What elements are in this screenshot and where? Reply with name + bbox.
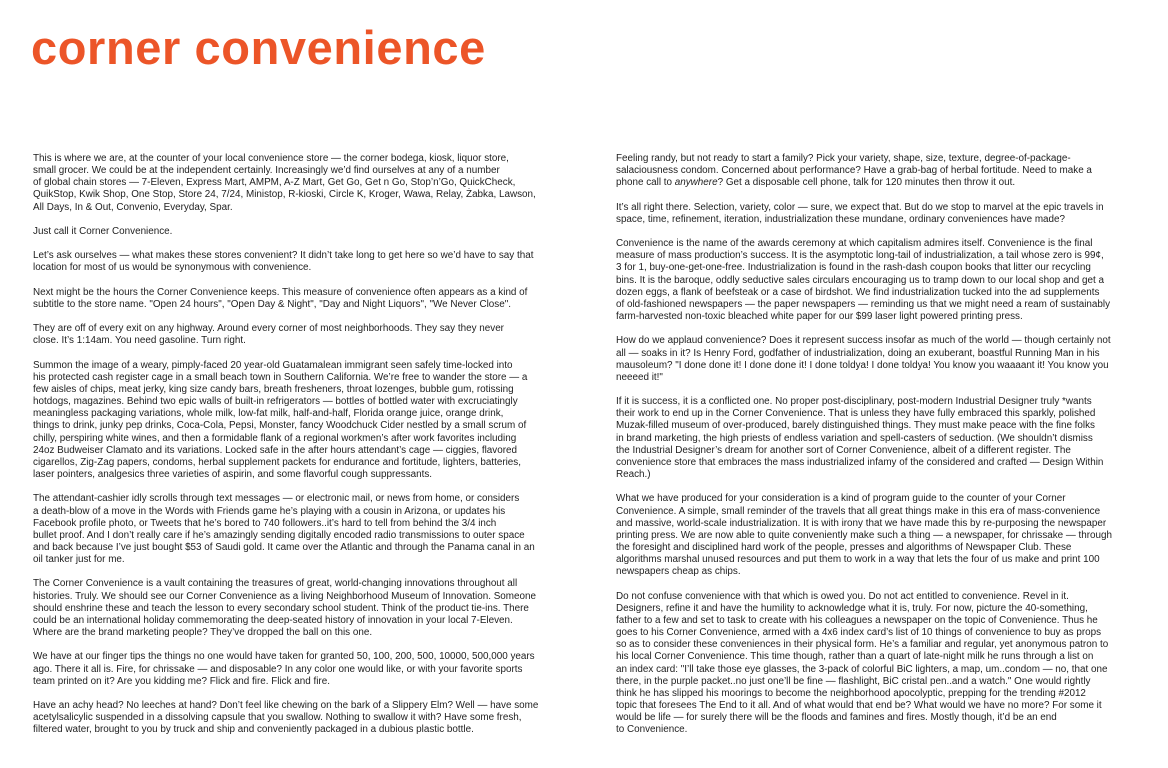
text-line: oil tanker just for me. (33, 554, 125, 566)
text-line: This is where we are, at the counter of your local convenience store — the corner bodega, kiosk, liquor store, (33, 153, 509, 164)
text-line: We have at our finger tips the things no one would have taken for granted 50, 100, 200, 500, 10000, 500,000 years (33, 651, 535, 663)
text-line: of global chain stores — 7-Eleven, Express Mart, AMPM, A-Z Mart, Get Go, Get n Go, Stop’n’Go, QuickCheck, (33, 177, 516, 189)
text-line: newspapers cheap as chips. (616, 566, 741, 578)
text-line: to Convenience. (616, 724, 688, 736)
text-line: bullet proof. And I don’t really care if he’s amazingly sending digitally encoded radio transmissions to outer space (33, 529, 525, 541)
text-line: Summon the image of a weary, pimply-faced 20 year-old Guatamalean immigrant seen safely time-locked into (33, 359, 513, 371)
text-line: meaningless packaging variations, whole milk, low-fat milk, half-and-half, Florida orange juice, orange drink, (33, 408, 504, 420)
text-line: a death-blow of a move in the Words with Friends game he’s playing with a cousin in Arizona, or updates his (33, 505, 506, 517)
text-line: Let’s ask ourselves — what makes these stores convenient? It didn’t take long to get here so we’d have to say that (33, 250, 534, 262)
text-line: the Industrial Designer’s dream for another sort of Corner Convenience, albeit of a different register. The (616, 444, 1071, 456)
text-line: The Corner Convenience is a vault containing the treasures of great, world-changing innovations throughout all (33, 578, 518, 590)
text-line: convenience store that embraces the mass industrialized infamy of the considered and crafted — Design Within (616, 456, 1104, 468)
text-segment: phone call to (616, 177, 675, 189)
paragraph (616, 591, 1161, 737)
paragraph (33, 153, 578, 214)
text-line: Convenience. A simple, small reminder of the travels that all great things make in this era of mass-convenience (616, 505, 1101, 517)
text-line: histories. Truly. We should see our Corner Convenience as a living Neighborhood Museum of Innovation. Someone (33, 590, 536, 602)
text-line: ago. There it all is. Fire, for chrissake — and disposable? In any color one would like, or with your favorite sports (33, 663, 523, 675)
text-line: How do we applaud convenience? Does it represent success insofar as much of the world — though certainly not (616, 335, 1111, 347)
text-line (616, 177, 1161, 189)
text-line: goes to his Corner Convenience, armed with a 4x6 index card’s list of 10 things of convenience to buy as props (616, 627, 1102, 639)
text-line: 24oz Budweiser Clamato and its variations. Locked safe in the after hours attendant’s cage — ciggies, flavored (33, 444, 517, 456)
text-line: bins. It is the baroque, oddly seductive sales circulars encouraging us to tramp down to our local shop and get a (616, 274, 1104, 286)
paragraph (33, 700, 578, 736)
paragraph (33, 578, 578, 639)
text-line: acetylsalicylic suspended in a dissolving capsule that you swallow. Nothing to swallow it with? Have some fresh, (33, 712, 522, 724)
text-segment: ? Get a disposable cell phone, talk for 120 minutes then throw it out. (717, 177, 1016, 189)
text-line: team printed on it? Are you kidding me? Flick and fire. Flick and fire. (33, 675, 330, 687)
text-line: location for most of us would be synonymous with convenience. (33, 262, 312, 274)
text-line: an index card: "I’ll take those eye glasses, the 3-pack of colorful BiC lighters, a map, um..condom — no, that one (616, 663, 1108, 675)
text-line: Designers, refine it and have the humility to acknowledge what it is, truly. For now, picture the 40-something, (616, 602, 1088, 614)
paragraph (33, 323, 578, 347)
text-line: space, time, refinement, iteration, industrialization these mundane, ordinary conveniences have made? (616, 213, 1066, 225)
text-line: topic that foresees The End to it all. And of what would that end be? What would we have no more? For some it (616, 700, 1102, 712)
text-line: measure of mass production’s success. It is the asymptotic long-tail of industrialization, a tail whose zero is 99¢, (616, 250, 1104, 262)
text-line: Just call it Corner Convenience. (33, 225, 173, 237)
text-line: all — soaks in it? Is Henry Ford, godfather of industrialization, doing an exuberant, boastful Running Man in his (616, 347, 1100, 359)
text-line: the foresight and disciplined hard work of the people, presses and algorithms of Newspaper Club. These (616, 542, 1072, 553)
text-line: and massive, world-scale industrialization. It is with irony that we have made this by re-purposing the newspaper (616, 517, 1107, 529)
text-line: 3 for 1, buy-one-get-one-free. Industrialization is found in the rash-dash coupon books that litter our recycling (616, 262, 1091, 274)
paragraph (33, 651, 578, 687)
emphasis-text: anywhere (674, 177, 718, 189)
text-line: Convenience is the name of the awards ceremony at which capitalism admires itself. Convenience is the final (616, 238, 1093, 250)
paragraph (33, 287, 578, 311)
text-line: Reach.) (616, 469, 651, 481)
text-line: All Days, In & Out, Convenio, Everyday, Spar. (33, 201, 233, 213)
text-line: They are off of every exit on any highway. Around every corner of most neighborhoods. They say they never (33, 323, 504, 335)
text-line: small grocer. We could be at the independent certainly. Increasingly we’d find ourselves at any of a number (33, 165, 500, 177)
text-line: their work to end up in the Corner Convenience. That is unless they have fully embraced this sparkly, polished (616, 408, 1096, 420)
text-line: Muzak-filled museum of over-produced, barely distinguished things. They must make peace with the fine folks (616, 420, 1095, 432)
text-line: cigarellos, Zig-Zag papers, condoms, herbal supplement packets for endurance and fortitude, lighters, batteries, (33, 456, 521, 468)
text-line: should enshrine these and teach the lesson to every secondary school student. Think of the product tie-ins. There (33, 602, 529, 614)
text-line: The attendant-cashier idly scrolls through text messages — or electronic mail, or news from home, or considers (33, 493, 520, 505)
text-line: things to drink, junky pep drinks, Coca-Cola, Pepsi, Monster, fancy Woodchuck Cider nestled by a small scrum of (33, 420, 527, 432)
text-line: hotdogs, magazines. Behind two epic walls of built-in refrigerators — bottles of bottled water with excruciatingly (33, 396, 518, 408)
text-line: printing press. We are now able to quite conveniently make such a thing — a newspaper, for chrissake — through (616, 529, 1113, 541)
text-line: his local Corner Convenience. This time though, rather than a quart of late-night milk he runs through a list on (616, 651, 1094, 663)
text-line: and back because I’ve just bought $53 of Saudi gold. It came over the Atlantic and through the Panama canal in an (33, 542, 535, 553)
text-line: of old-fashioned newspapers — the paper newspapers — reminding us that we might need a ream of sustainably (616, 298, 1111, 310)
text-line: there, in the purple packet..no just one’ll be fine — flashlight, BiC cristal pen..and a watch." One would rightly (616, 675, 1091, 687)
text-line: QuikStop, Kwik Shop, One Stop, Store 24, 7/24, Ministop, R-kioski, Circle K, Kroger, Wawa, Relay, Żabka, Lawson, (33, 189, 536, 201)
text-line: Next might be the hours the Corner Convenience keeps. This measure of convenience often appears as a kind of (33, 286, 528, 298)
text-line: in brand marketing, the high priests of endless variation and spell-casters of seduction. (We shouldn’t dismiss (616, 432, 1093, 444)
paragraph (33, 493, 578, 566)
text-line: Where are the brand marketing people? They’ve dropped the ball on this one. (33, 627, 373, 639)
paragraph (33, 360, 578, 482)
text-line: neeeed it!" (616, 371, 663, 383)
text-line: think he has slipped his moorings to become the neighborhood apocolyptic, prepping for the trending #2012 (616, 687, 1086, 699)
text-line: It’s all right there. Selection, variety, color — sure, we expect that. But do we stop to marvel at the epic travels in (616, 201, 1104, 213)
paragraph (616, 493, 1161, 578)
text-line: would be life — for surely there will be the floods and famines and fires. Mostly though, it’d be an end (616, 712, 1057, 724)
text-line: few aisles of chips, meat jerky, king size candy bars, breath fresheners, throat lozenges, bubble gum, rotissing (33, 383, 514, 395)
text-line: filtered water, brought to you by truck and ship and conveniently packaged in a dubious plastic bottle. (33, 724, 474, 736)
text-line: Facebook profile photo, or Tweets that he’s bored to 740 followers..it’s hard to tell from behind the 3/4 inch (33, 517, 497, 529)
text-line: salaciousness condom. Concerned about performance? Have a grab-bag of herbal fortitude. Need to make a (616, 165, 1092, 177)
paragraph (616, 153, 1161, 189)
paragraph (616, 202, 1161, 226)
text-line: could be an international holiday commemorating the deep-seated history of innovation in your local 7-Eleven. (33, 614, 513, 626)
text-line: mausoleum? "I done done it! I done done it! I done toldya! I done toldya! You know you waaaant it! You know you (616, 359, 1109, 371)
text-line: dozen eggs, a flank of beefsteak or a case of birdshot. We find industrialization tucked into the ad supplements (616, 286, 1100, 298)
text-line: laser pointers, analgesics three varieties of aspirin, and some flavorful cough suppressants. (33, 469, 433, 481)
text-line: his protected cash register cage in a small beach town in Southern California. We’re free to wander the store — a (33, 371, 528, 383)
text-line: father to a few and set to task to create with his colleagues a newspaper on the topic of Convenience. Thus he (616, 614, 1098, 626)
page-title: corner convenience (31, 21, 486, 74)
text-line: Have an achy head? No leeches at hand? Don’t feel like chewing on the bark of a Slippery Elm? Well — have some (33, 700, 539, 712)
paragraph (616, 238, 1161, 323)
paragraph (616, 396, 1161, 481)
text-line: chilly, perspiring white wines, and then a formidable flank of a regional workmen’s after work favorites including (33, 432, 517, 444)
text-line: close. It’s 1:14am. You need gasoline. Turn right. (33, 335, 246, 347)
text-line: If it is success, it is a conflicted one. No proper post-disciplinary, post-modern Industrial Designer truly *wants (616, 396, 1092, 408)
paragraph (33, 226, 578, 238)
text-line: farm-harvested non-toxic bleached white paper for our $99 laser light powered printing press. (616, 311, 1023, 323)
text-line: What we have produced for your consideration is a kind of program guide to the counter of your Corner (616, 493, 1066, 505)
text-line: Feeling randy, but not ready to start a family? Pick your variety, shape, size, texture, degree-of-package- (616, 153, 1071, 164)
article-column-left (33, 153, 578, 749)
paragraph (616, 335, 1161, 384)
text-line: so as to consider these conveniences in their physical form. He’s a familiar and regular, yet anonymous patron to (616, 639, 1109, 651)
text-line: algorithms marshal unused resources and put them to work in a way that lets the four of us make and print 100 (616, 554, 1100, 566)
article-column-right (616, 153, 1161, 749)
text-line: Do not confuse convenience with that which is owed you. Do not act entitled to convenience. Revel in it. (616, 590, 1069, 602)
text-line: subtitle to the store name. "Open 24 hours", "Open Day & Night", "Day and Night Liquors", "We Never Close". (33, 298, 511, 310)
paragraph (33, 250, 578, 274)
